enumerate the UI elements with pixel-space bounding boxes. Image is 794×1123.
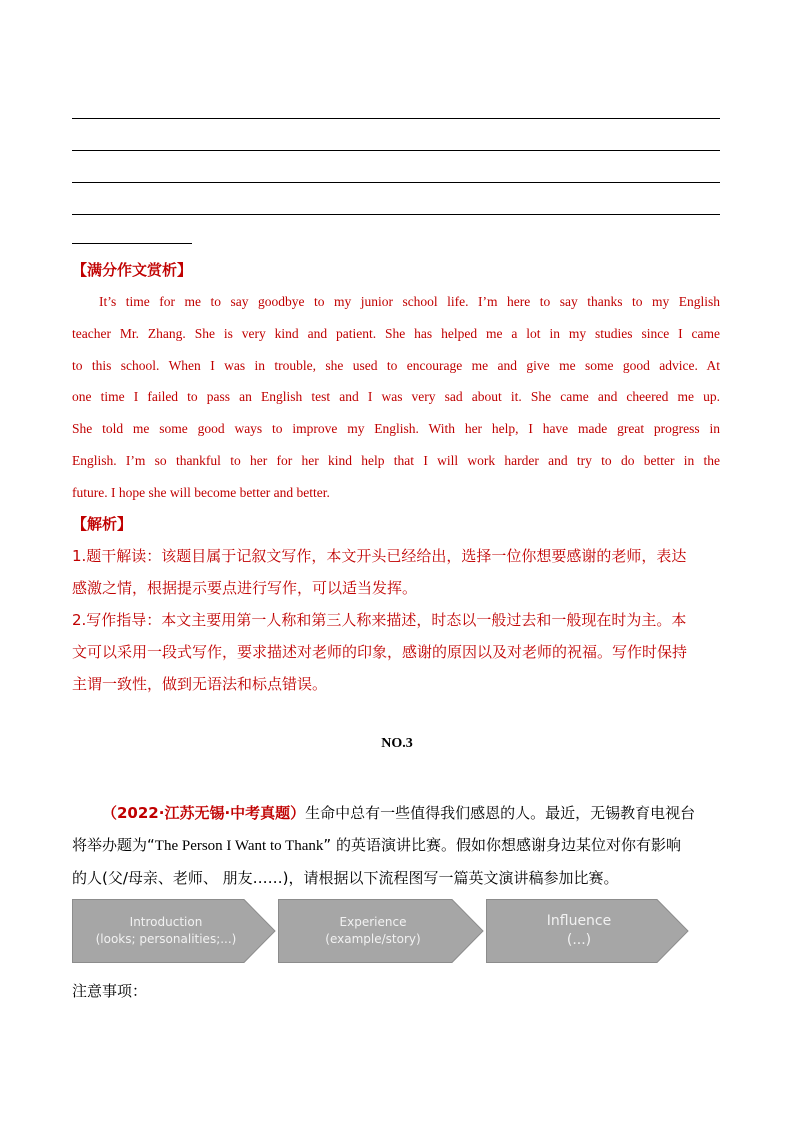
answer-line [72, 182, 720, 183]
essay-line: to this school. When I was in trouble, she used to encourage me and give me some good advice. At [72, 357, 720, 373]
analysis-text [72, 540, 724, 700]
flow-step-detail: (looks; personalities;...) [95, 932, 237, 946]
separator-rule [72, 243, 192, 244]
question-line-1 [72, 797, 724, 829]
question-text: 生命中总有一些值得我们感恩的人。最近，无锡教育电视台 [305, 804, 696, 822]
answer-line [72, 150, 720, 151]
essay-line: teacher Mr. Zhang. She is very kind and patient. She has helped me a lot in my studies since I came [72, 325, 720, 341]
essay-line: one time I failed to pass an English test and I was very sad about it. She came and cheered me up. [72, 389, 720, 405]
flow-step-influence [486, 899, 672, 963]
question-line-3: 的人(父/母亲、老师、 朋友……)，请根据以下流程图写一篇英文演讲稿参加比赛。 [72, 869, 619, 887]
answer-line [72, 214, 720, 215]
flow-step-title: Experience [339, 915, 407, 929]
question-line-2 [72, 829, 724, 862]
question-source: （2022·江苏无锡·中考真题） [102, 804, 306, 822]
essay-line: future. I hope she will become better and better. [72, 484, 330, 500]
flow-step-detail: (...) [566, 932, 592, 948]
section-title: NO.3 [381, 736, 413, 751]
flow-step-experience [278, 899, 468, 963]
flowchart [72, 899, 692, 963]
essay-line: She told me some good ways to improve my English. With her help, I have made great progress in [72, 421, 720, 437]
analysis-line: 主谓一致性，做到无语法和标点错误。 [72, 675, 328, 693]
essay-line: It’s time for me to say goodbye to my junior school life. I’m here to say thanks to my English [99, 294, 720, 309]
flow-step-title: Introduction [129, 915, 203, 929]
notes-label: 注意事项： [72, 982, 148, 1000]
answer-line [72, 118, 720, 119]
essay-line: English. I’m so thankful to her for her kind help that I will work harder and try to do better in the [72, 452, 720, 468]
flow-step-title: Influence [546, 913, 612, 929]
analysis-line: 感激之情，根据提示要点进行写作，可以适当发挥。 [72, 579, 418, 597]
analysis-line: 文可以采用一段式写作，要求描述对老师的印象，感谢的原因以及对老师的祝福。写作时保持 [72, 643, 688, 661]
analysis-line: 1.题干解读：该题目属于记叙文写作，本文开头已经给出，选择一位你想要感谢的老师，表达 [72, 547, 687, 565]
question-text: 将举办题为“ [72, 836, 155, 854]
question-prompt [72, 797, 724, 894]
essay-heading: 【满分作文赏析】 [72, 261, 193, 279]
speech-title: The Person I Want to Thank [154, 838, 324, 854]
flow-step-detail: (example/story) [325, 932, 421, 946]
model-essay [72, 286, 720, 509]
analysis-heading: 【解析】 [72, 515, 133, 533]
flow-step-introduction [72, 899, 260, 963]
question-text: ” 的英语演讲比赛。假如你想感谢身边某位对你有影响 [323, 836, 681, 854]
analysis-line: 2.写作指导：本文主要用第一人称和第三人称来描述，时态以一般过去和一般现在时为主。本 [72, 611, 687, 629]
